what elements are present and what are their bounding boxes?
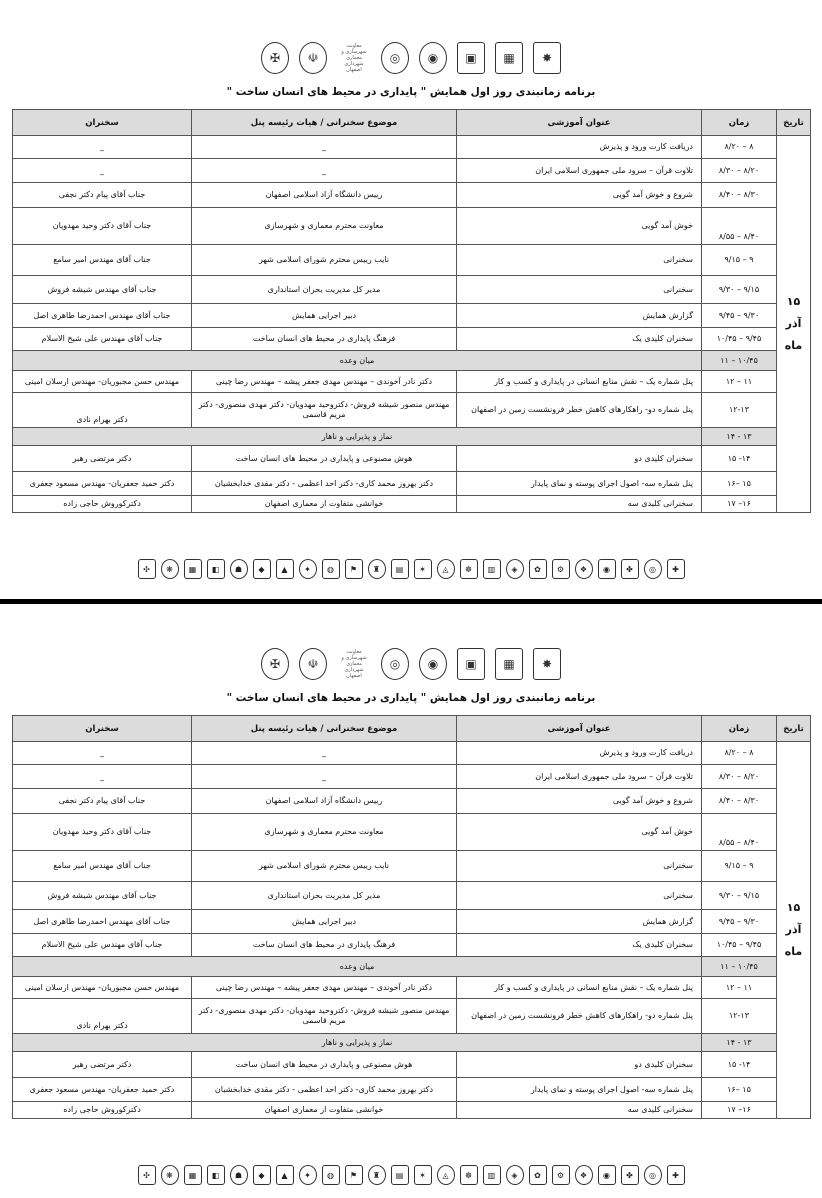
panel-cell: رییس دانشگاه آزاد اسلامی اصفهان xyxy=(192,183,457,208)
sponsor-logo-icon: ☸ xyxy=(460,1165,478,1185)
table-row xyxy=(13,496,811,513)
panel-cell: دکتر نادر آخوندی – مهندس مهدی جعفر پیشه – مهندس رضا چینی xyxy=(192,371,457,393)
sponsor-logo-icon: ✦ xyxy=(299,559,317,579)
speaker-cell: دکتر بهرام نادی xyxy=(13,393,192,428)
sponsor-logo-icon: ◍ xyxy=(322,1165,340,1185)
panel-cell: معاونت محترم معماری و شهرسازی xyxy=(192,208,457,245)
sponsor-logo-icon: ✦ xyxy=(299,1165,317,1185)
topic-cell: سخنران کلیدی دو xyxy=(457,1052,702,1078)
speaker-cell: مهندس حسن مجبوریان- مهندس ارسلان امینی xyxy=(13,977,192,999)
topic-cell: سخنرانی xyxy=(457,245,702,276)
topic-cell: سخنرانی کلیدی سه xyxy=(457,1102,702,1119)
sponsor-logo-icon: ☗ xyxy=(230,1165,248,1185)
speaker-cell: _ xyxy=(13,765,192,789)
table-row xyxy=(13,814,811,851)
time-cell: ۸/۳۰ – ۸/۴۰ xyxy=(702,789,777,814)
topic-cell: سخنرانی xyxy=(457,276,702,304)
speaker-cell: _ xyxy=(13,159,192,183)
date-word: ماه xyxy=(784,945,803,958)
time-cell: ۸ – ۸/۲۰ xyxy=(702,742,777,765)
architecture-deputy-logo-icon: ◉ xyxy=(419,42,447,74)
sponsor-logo-icon: ✶ xyxy=(414,559,432,579)
speaker-cell: _ xyxy=(13,136,192,159)
sponsor-logo-icon: ◬ xyxy=(437,559,455,579)
speaker-cell: دکترکوروش حاجی زاده xyxy=(13,1102,192,1119)
column-header-topic: عنوان آموزشی xyxy=(457,716,702,742)
speaker-cell: جناب آقای مهندس احمدرضا طاهری اصل xyxy=(13,910,192,934)
time-cell: ۱۱ – ۱۲ xyxy=(702,977,777,999)
panel-cell: مدیر کل مدیریت بحران استانداری xyxy=(192,882,457,910)
page-title: برنامه زمانبندی روز اول همایش " پایداری در محیط های انسان ساخت " xyxy=(226,86,596,98)
table-row xyxy=(13,183,811,208)
sponsor-logo-icon: ⚙ xyxy=(552,1165,570,1185)
table-row xyxy=(13,765,811,789)
time-cell: ۸/۴۰ – ۸/۵۵ xyxy=(702,814,777,851)
sponsor-logo-icon: ▤ xyxy=(391,559,409,579)
column-header-time: زمان xyxy=(702,716,777,742)
date-day: ۱۵ xyxy=(786,901,801,914)
topic-cell: پنل شماره یک – نقش منابع انسانی در پایداری و کسب و کار xyxy=(457,371,702,393)
sponsor-logo-icon: ☸ xyxy=(460,559,478,579)
speaker-cell: جناب آقای پیام دکتر نجفی xyxy=(13,789,192,814)
break-cell: میان وعده xyxy=(13,957,702,977)
table-row xyxy=(13,957,811,977)
panel-cell: مهندس منصور شیشه فروش- دکتروحید مهدویان- دکتر مهدی منصوری- دکتر مریم قاسمی xyxy=(192,393,457,428)
topic-cell: تلاوت قرآن – سرود ملی جمهوری اسلامی ایران xyxy=(457,765,702,789)
table-row xyxy=(13,789,811,814)
university-emblem-icon: ✠ xyxy=(261,42,289,74)
time-cell: ۹/۱۵ – ۹/۳۰ xyxy=(702,882,777,910)
table-row xyxy=(13,1102,811,1119)
table-row xyxy=(13,851,811,882)
logo-caption: معاونت شهرسازی و معماری شهرداری اصفهان xyxy=(341,43,367,73)
time-cell: ۱۰/۴۵ – ۱۱ xyxy=(702,351,777,371)
sponsor-logo-icon: ◉ xyxy=(598,1165,616,1185)
sponsor-logo-icon: ✣ xyxy=(138,559,156,579)
panel-cell: رییس دانشگاه آزاد اسلامی اصفهان xyxy=(192,789,457,814)
table-row xyxy=(13,882,811,910)
topic-cell: پنل شماره سه- اصول اجرای پوسته و نمای پایدار xyxy=(457,1078,702,1102)
speaker-cell: جناب آقای مهندس احمدرضا طاهری اصل xyxy=(13,304,192,328)
page-title: برنامه زمانبندی روز اول همایش " پایداری در محیط های انسان ساخت " xyxy=(226,692,596,704)
sponsor-logo-icon: ◍ xyxy=(322,559,340,579)
sponsor-logo-icon: ▥ xyxy=(483,1165,501,1185)
municipality-logo-icon: ◎ xyxy=(381,42,409,74)
sponsor-logo-icon: ✶ xyxy=(414,1165,432,1185)
column-header-date: تاریخ xyxy=(777,716,811,742)
speaker-cell: جناب آقای مهندس شیشه فروش xyxy=(13,276,192,304)
time-cell: ۱۵ –۱۶ xyxy=(702,472,777,496)
sponsor-logo-icon: ✤ xyxy=(621,559,639,579)
panel-cell: دبیر اجرایی همایش xyxy=(192,304,457,328)
sponsor-logo-icon: ♜ xyxy=(368,1165,386,1185)
column-header-topic: عنوان آموزشی xyxy=(457,110,702,136)
sponsor-logo-icon: ⚑ xyxy=(345,1165,363,1185)
pattern-logo-icon: ▦ xyxy=(495,42,523,74)
bottom-logo-strip xyxy=(0,1161,822,1189)
date-cell xyxy=(777,136,811,513)
date-word: ماه xyxy=(784,339,803,352)
sponsor-logo-icon: ▥ xyxy=(483,559,501,579)
iran-emblem-icon: ☫ xyxy=(299,648,327,680)
panel-cell: دبیر اجرایی همایش xyxy=(192,910,457,934)
panel-cell: معاونت محترم معماری و شهرسازی xyxy=(192,814,457,851)
sponsor-logo-icon: ◧ xyxy=(207,559,225,579)
speaker-cell: دکتر بهرام نادی xyxy=(13,999,192,1034)
sponsor-logo-icon: ◈ xyxy=(506,1165,524,1185)
speaker-cell: جناب آقای مهندس علی شیخ الاسلام xyxy=(13,328,192,351)
column-header-speakers: سخنران xyxy=(13,110,192,136)
break-cell: نماز و پذیرایی و ناهار xyxy=(13,428,702,446)
topic-cell: شروع و خوش آمد گویی xyxy=(457,183,702,208)
table-row xyxy=(13,159,811,183)
time-cell: ۹/۴۵ – ۱۰/۴۵ xyxy=(702,934,777,957)
time-cell: ۸/۴۰ – ۸/۵۵ xyxy=(702,208,777,245)
panel-cell: _ xyxy=(192,159,457,183)
sponsor-logo-icon: ✤ xyxy=(621,1165,639,1185)
topic-cell: خوش آمد گویی xyxy=(457,208,702,245)
table-row xyxy=(13,328,811,351)
iran-emblem-icon: ☫ xyxy=(299,42,327,74)
architecture-deputy-logo-icon: ◉ xyxy=(419,648,447,680)
speaker-cell: دکتر حمید جعفریان- مهندس مسعود جعفری xyxy=(13,472,192,496)
time-cell: ۹/۴۵ – ۱۰/۴۵ xyxy=(702,328,777,351)
topic-cell: شروع و خوش آمد گویی xyxy=(457,789,702,814)
time-cell: ۱۴- ۱۵ xyxy=(702,446,777,472)
time-cell: ۱۲-۱۳ xyxy=(702,999,777,1034)
column-header-panel: موضوع سخنرانی / هیات رئیسه پنل xyxy=(192,716,457,742)
table-row xyxy=(13,977,811,999)
speaker-cell: جناب آقای مهندس امیر سامع xyxy=(13,851,192,882)
speaker-cell: جناب آقای پیام دکتر نجفی xyxy=(13,183,192,208)
speaker-cell: جناب آقای مهندس شیشه فروش xyxy=(13,882,192,910)
sponsor-logo-icon: ▦ xyxy=(184,559,202,579)
sponsor-logo-icon: ✿ xyxy=(529,1165,547,1185)
column-header-date: تاریخ xyxy=(777,110,811,136)
topic-cell: سخنرانی xyxy=(457,851,702,882)
speaker-cell: دکترکوروش حاجی زاده xyxy=(13,496,192,513)
topic-cell: پنل شماره سه- اصول اجرای پوسته و نمای پایدار xyxy=(457,472,702,496)
time-cell: ۹ – ۹/۱۵ xyxy=(702,245,777,276)
panel-cell: دکتر بهروز محمد کاری- دکتر احد اعظمی - دکتر مقدی خدابخشیان xyxy=(192,472,457,496)
panel-cell: هوش مصنوعی و پایداری در محیط های انسان ساخت xyxy=(192,446,457,472)
break-cell: میان وعده xyxy=(13,351,702,371)
sponsor-logo-icon: ◆ xyxy=(253,559,271,579)
time-cell: ۱۶– ۱۷ xyxy=(702,496,777,513)
sponsor-logo-icon: ✚ xyxy=(667,559,685,579)
sponsor-logo-icon: ❖ xyxy=(575,559,593,579)
date-month: آذر xyxy=(785,317,802,330)
sponsor-logo-icon: ☗ xyxy=(230,559,248,579)
table-header-row xyxy=(13,716,811,742)
topic-cell: تلاوت قرآن – سرود ملی جمهوری اسلامی ایران xyxy=(457,159,702,183)
research-logo-icon: ✸ xyxy=(533,42,561,74)
panel-cell: دکتر نادر آخوندی – مهندس مهدی جعفر پیشه – مهندس رضا چینی xyxy=(192,977,457,999)
speaker-cell: دکتر مرتضی رهبر xyxy=(13,446,192,472)
sponsor-logo-icon: ❋ xyxy=(161,559,179,579)
speaker-cell: جناب آقای دکتر وحید مهدویان xyxy=(13,208,192,245)
time-cell: ۱۴- ۱۵ xyxy=(702,1052,777,1078)
time-cell: ۱۳ - ۱۴ xyxy=(702,1034,777,1052)
speaker-cell: جناب آقای مهندس امیر سامع xyxy=(13,245,192,276)
panel-cell: _ xyxy=(192,742,457,765)
topic-cell: گزارش همایش xyxy=(457,910,702,934)
time-cell: ۱۵ –۱۶ xyxy=(702,1078,777,1102)
panel-cell: نایب رییس محترم شورای اسلامی شهر xyxy=(192,245,457,276)
speaker-cell: جناب آقای مهندس علی شیخ الاسلام xyxy=(13,934,192,957)
sponsor-logo-icon: ▲ xyxy=(276,559,294,579)
topic-cell: پنل شماره دو- راهکارهای کاهش خطر فرونشست زمین در اصفهان xyxy=(457,999,702,1034)
sponsor-logo-icon: ▤ xyxy=(391,1165,409,1185)
research-logo-icon: ✸ xyxy=(533,648,561,680)
panel-cell: هوش مصنوعی و پایداری در محیط های انسان ساخت xyxy=(192,1052,457,1078)
column-header-speakers: سخنران xyxy=(13,716,192,742)
sponsor-logo-icon: ◉ xyxy=(598,559,616,579)
time-cell: ۹ – ۹/۱۵ xyxy=(702,851,777,882)
speaker-cell: جناب آقای دکتر وحید مهدویان xyxy=(13,814,192,851)
sponsor-logo-icon: ✿ xyxy=(529,559,547,579)
topic-cell: سخنرانی کلیدی سه xyxy=(457,496,702,513)
sponsor-logo-icon: ⚑ xyxy=(345,559,363,579)
time-cell: ۹/۳۰ – ۹/۴۵ xyxy=(702,910,777,934)
topic-cell: دریافت کارت ورود و پذیرش xyxy=(457,136,702,159)
table-row xyxy=(13,1034,811,1052)
table-row xyxy=(13,934,811,957)
table-row xyxy=(13,742,811,765)
column-header-panel: موضوع سخنرانی / هیات رئیسه پنل xyxy=(192,110,457,136)
sponsor-logo-icon: ◧ xyxy=(207,1165,225,1185)
panel-cell: فرهنگ پایداری در محیط های انسان ساخت xyxy=(192,934,457,957)
table-row xyxy=(13,393,811,428)
date-month: آذر xyxy=(785,923,802,936)
table-row xyxy=(13,1078,811,1102)
sponsor-logo-icon: ◈ xyxy=(506,559,524,579)
schedule-page-1 xyxy=(0,0,822,592)
speaker-cell: دکتر حمید جعفریان- مهندس مسعود جعفری xyxy=(13,1078,192,1102)
table-row xyxy=(13,351,811,371)
topic-cell: دریافت کارت ورود و پذیرش xyxy=(457,742,702,765)
time-cell: ۱۲-۱۳ xyxy=(702,393,777,428)
time-cell: ۱۱ – ۱۲ xyxy=(702,371,777,393)
sponsor-logo-icon: ⚙ xyxy=(552,559,570,579)
time-cell: ۸ – ۸/۲۰ xyxy=(702,136,777,159)
schedule-page-2 xyxy=(0,606,822,1198)
top-logo-strip xyxy=(0,642,822,686)
panel-cell: نایب رییس محترم شورای اسلامی شهر xyxy=(192,851,457,882)
topic-cell: گزارش همایش xyxy=(457,304,702,328)
council-logo-icon: ▣ xyxy=(457,42,485,74)
topic-cell: خوش آمد گویی xyxy=(457,814,702,851)
page-divider xyxy=(0,599,822,604)
table-row xyxy=(13,371,811,393)
topic-cell: پنل شماره یک – نقش منابع انسانی در پایداری و کسب و کار xyxy=(457,977,702,999)
time-cell: ۱۰/۴۵ – ۱۱ xyxy=(702,957,777,977)
bottom-logo-strip xyxy=(0,555,822,583)
sponsor-logo-icon: ◬ xyxy=(437,1165,455,1185)
panel-cell: فرهنگ پایداری در محیط های انسان ساخت xyxy=(192,328,457,351)
topic-cell: سخنران کلیدی یک xyxy=(457,328,702,351)
table-row xyxy=(13,208,811,245)
time-cell: ۸/۲۰ – ۸/۳۰ xyxy=(702,765,777,789)
speaker-cell: _ xyxy=(13,742,192,765)
time-cell: ۸/۳۰ – ۸/۴۰ xyxy=(702,183,777,208)
table-row xyxy=(13,304,811,328)
table-row xyxy=(13,446,811,472)
municipality-logo-icon: ◎ xyxy=(381,648,409,680)
table-row xyxy=(13,245,811,276)
table-header-row xyxy=(13,110,811,136)
table-row xyxy=(13,276,811,304)
table-row xyxy=(13,136,811,159)
topic-cell: سخنران کلیدی یک xyxy=(457,934,702,957)
logo-caption: معاونت شهرسازی و معماری شهرداری اصفهان xyxy=(341,649,367,679)
sponsor-logo-icon: ◎ xyxy=(644,559,662,579)
sponsor-logo-icon: ♜ xyxy=(368,559,386,579)
sponsor-logo-icon: ▲ xyxy=(276,1165,294,1185)
university-emblem-icon: ✠ xyxy=(261,648,289,680)
break-cell: نماز و پذیرایی و ناهار xyxy=(13,1034,702,1052)
sponsor-logo-icon: ❖ xyxy=(575,1165,593,1185)
panel-cell: دکتر بهروز محمد کاری- دکتر احد اعظمی - دکتر مقدی خدابخشیان xyxy=(192,1078,457,1102)
pattern-logo-icon: ▦ xyxy=(495,648,523,680)
sponsor-logo-icon: ▦ xyxy=(184,1165,202,1185)
date-day: ۱۵ xyxy=(786,295,801,308)
time-cell: ۹/۱۵ – ۹/۳۰ xyxy=(702,276,777,304)
sponsor-logo-icon: ◆ xyxy=(253,1165,271,1185)
table-row xyxy=(13,472,811,496)
table-row xyxy=(13,999,811,1034)
schedule-table xyxy=(12,109,811,513)
time-cell: ۹/۳۰ – ۹/۴۵ xyxy=(702,304,777,328)
topic-cell: سخنران کلیدی دو xyxy=(457,446,702,472)
panel-cell: _ xyxy=(192,765,457,789)
panel-cell: مدیر کل مدیریت بحران استانداری xyxy=(192,276,457,304)
speaker-cell: مهندس حسن مجبوریان- مهندس ارسلان امینی xyxy=(13,371,192,393)
topic-cell: سخنرانی xyxy=(457,882,702,910)
column-header-time: زمان xyxy=(702,110,777,136)
topic-cell: پنل شماره دو- راهکارهای کاهش خطر فرونشست زمین در اصفهان xyxy=(457,393,702,428)
time-cell: ۸/۲۰ – ۸/۳۰ xyxy=(702,159,777,183)
panel-cell: مهندس منصور شیشه فروش- دکتروحید مهدویان- دکتر مهدی منصوری- دکتر مریم قاسمی xyxy=(192,999,457,1034)
panel-cell: خوانشی متفاوت از معماری اصفهان xyxy=(192,496,457,513)
schedule-table xyxy=(12,715,811,1119)
panel-cell: _ xyxy=(192,136,457,159)
panel-cell: خوانشی متفاوت از معماری اصفهان xyxy=(192,1102,457,1119)
table-row xyxy=(13,428,811,446)
table-row xyxy=(13,1052,811,1078)
time-cell: ۱۶– ۱۷ xyxy=(702,1102,777,1119)
table-row xyxy=(13,910,811,934)
council-logo-icon: ▣ xyxy=(457,648,485,680)
top-logo-strip xyxy=(0,36,822,80)
sponsor-logo-icon: ✚ xyxy=(667,1165,685,1185)
sponsor-logo-icon: ❋ xyxy=(161,1165,179,1185)
sponsor-logo-icon: ✣ xyxy=(138,1165,156,1185)
date-cell xyxy=(777,742,811,1119)
sponsor-logo-icon: ◎ xyxy=(644,1165,662,1185)
speaker-cell: دکتر مرتضی رهبر xyxy=(13,1052,192,1078)
time-cell: ۱۳ - ۱۴ xyxy=(702,428,777,446)
